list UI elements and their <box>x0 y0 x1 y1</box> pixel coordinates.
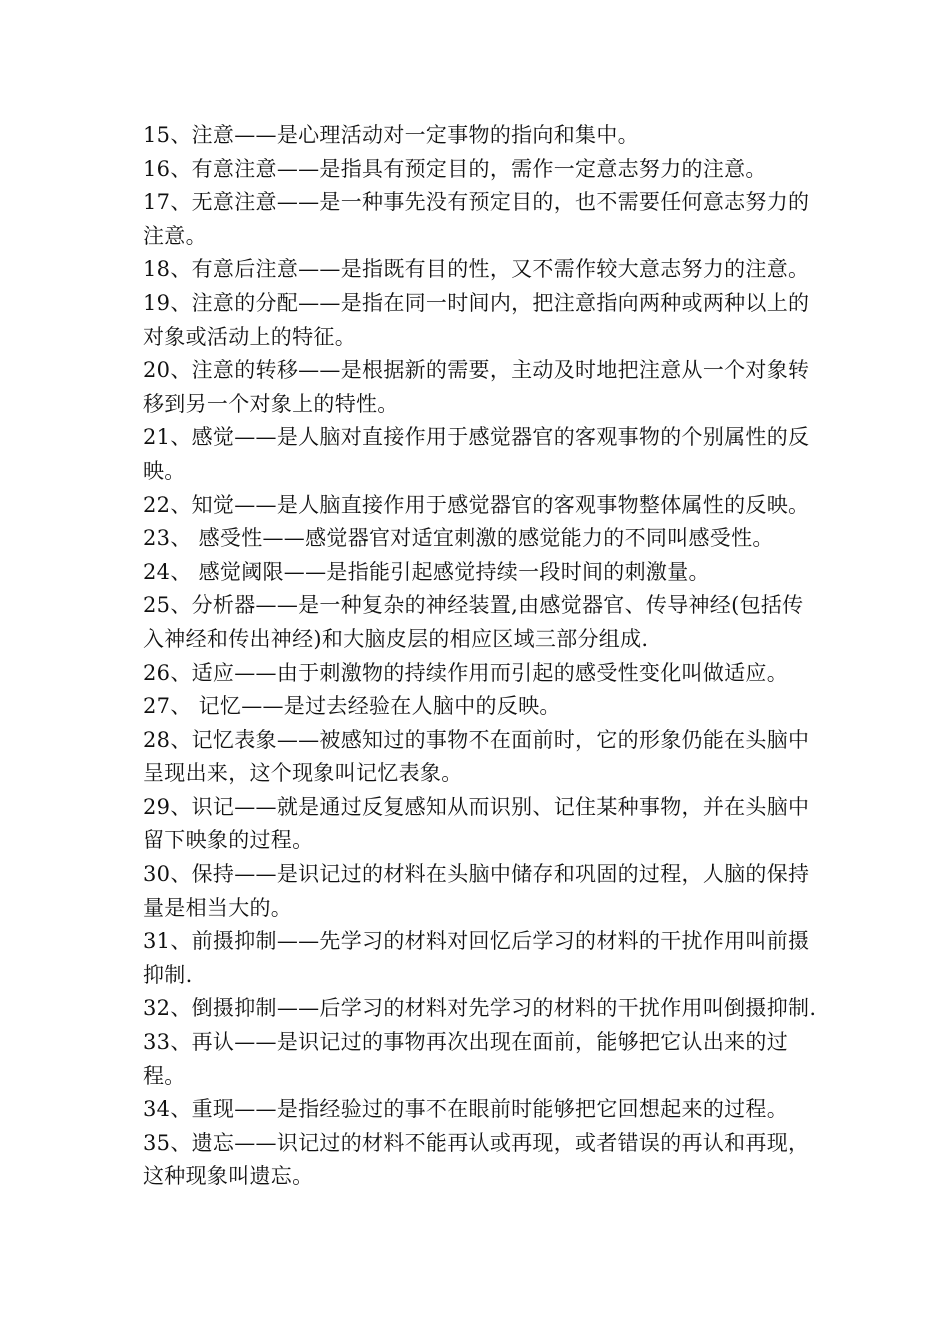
glossary-entry: 24、 感觉阈限——是指能引起感觉持续一段时间的刺激量。 <box>143 559 710 584</box>
glossary-entry: 33、再认——是识记过的事物再次出现在面前，能够把它认出来的过程。 <box>143 1030 789 1088</box>
glossary-entry: 31、前摄抑制——先学习的材料对回忆后学习的材料的干扰作用叫前摄抑制. <box>143 929 810 987</box>
glossary-entry: 25、分析器——是一种复杂的神经装置,由感觉器官、传导神经(包括传入神经和传出神经)和大脑皮层的相应区域三部分组成. <box>143 593 804 651</box>
glossary-entry: 32、倒摄抑制——后学习的材料对先学习的材料的干扰作用叫倒摄抑制. <box>143 996 817 1021</box>
glossary-entry: 17、无意注意——是一种事先没有预定目的，也不需要任何意志努力的注意。 <box>143 190 810 248</box>
glossary-entry: 26、适应——由于刺激物的持续作用而引起的感受性变化叫做适应。 <box>143 660 789 685</box>
glossary-entry: 30、保持——是识记过的材料在头脑中储存和巩固的过程，人脑的保持量是相当大的。 <box>143 862 810 920</box>
glossary-entry: 34、重现——是指经验过的事不在眼前时能够把它回想起来的过程。 <box>143 1097 789 1122</box>
glossary-entry: 35、遗忘——识记过的材料不能再认或再现，或者错误的再认和再现，这种现象叫遗忘。 <box>143 1130 810 1189</box>
glossary-entry: 29、识记——就是通过反复感知从而识别、记住某种事物，并在头脑中留下映象的过程。 <box>143 794 810 853</box>
glossary-entry: 18、有意后注意——是指既有目的性，又不需作较大意志努力的注意。 <box>143 257 810 282</box>
glossary-entry: 19、注意的分配——是指在同一时间内，把注意指向两种或两种以上的对象或活动上的特征。 <box>143 290 810 349</box>
glossary-list <box>143 119 823 1194</box>
glossary-entry: 15、注意——是心理活动对一定事物的指向和集中。 <box>143 123 639 147</box>
glossary-entry: 21、感觉——是人脑对直接作用于感觉器官的客观事物的个别属性的反映。 <box>143 425 810 483</box>
glossary-entry: 20、注意的转移——是根据新的需要，主动及时地把注意从一个对象转移到另一个对象上的特性。 <box>143 358 810 416</box>
glossary-entry: 22、知觉——是人脑直接作用于感觉器官的客观事物整体属性的反映。 <box>143 492 810 517</box>
glossary-entry: 23、 感受性——感觉器官对适宜刺激的感觉能力的不同叫感受性。 <box>143 526 774 551</box>
glossary-entry: 16、有意注意——是指具有预定目的，需作一定意志努力的注意。 <box>143 156 767 181</box>
glossary-entry: 27、 记忆——是过去经验在人脑中的反映。 <box>143 694 561 719</box>
glossary-entry: 28、记忆表象——被感知过的事物不在面前时，它的形象仍能在头脑中呈现出来，这个现象叫记忆表象。 <box>143 727 810 786</box>
